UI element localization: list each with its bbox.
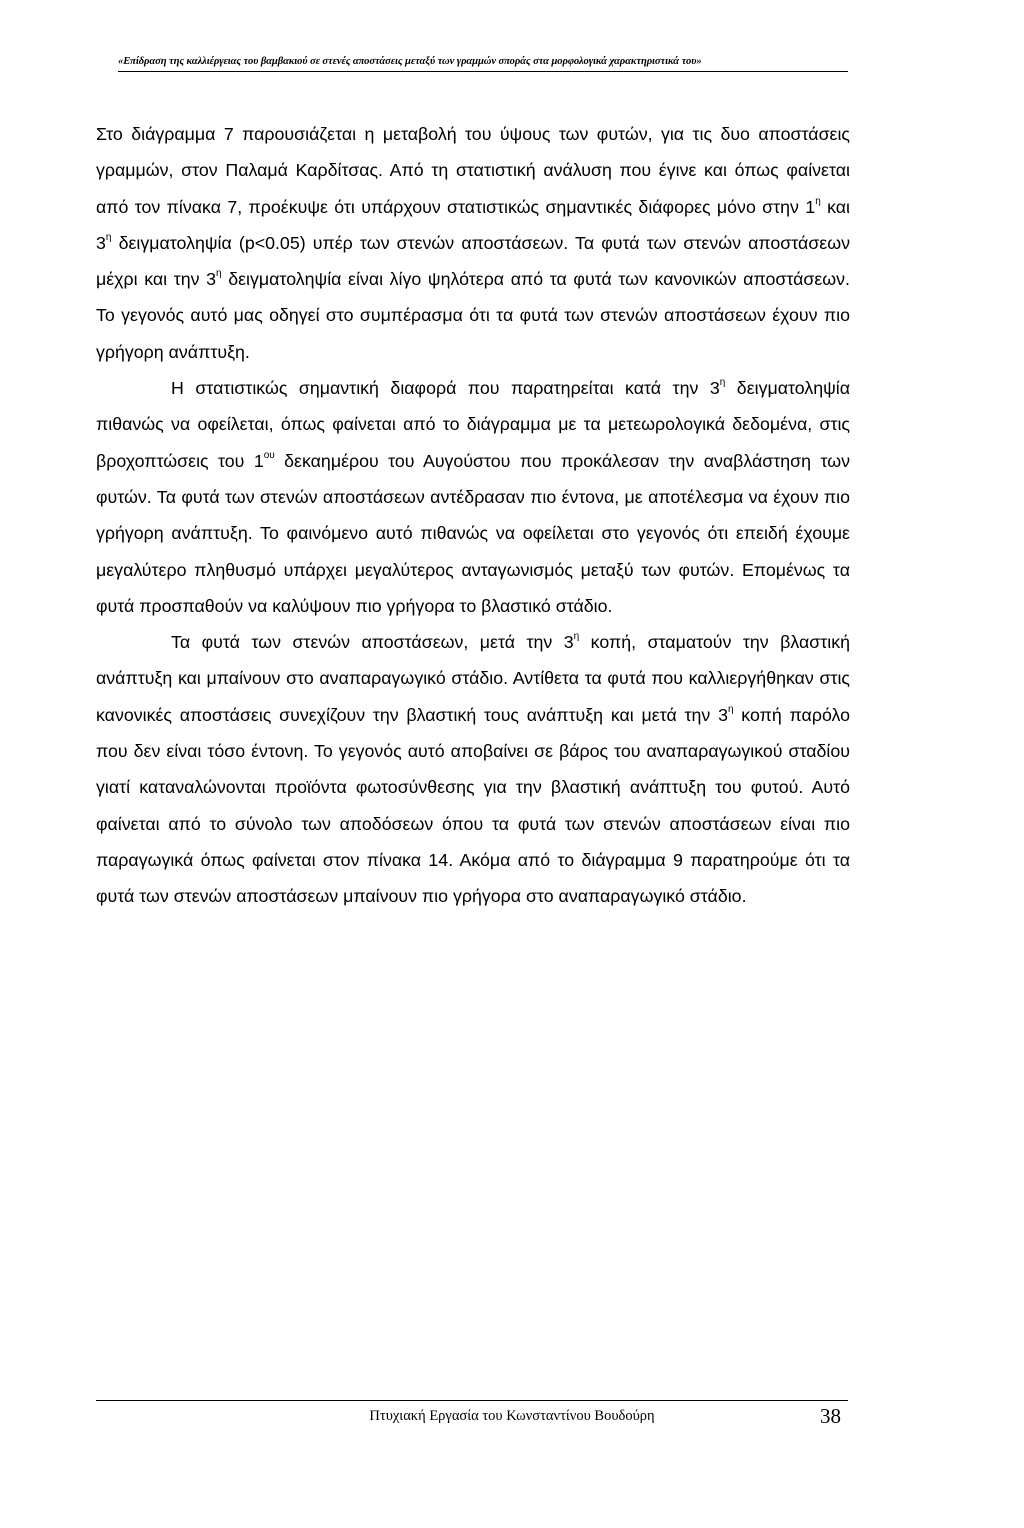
body-text <box>96 116 850 915</box>
paragraph-2-text-c: δεκαημέρου του Αυγούστου που προκάλεσαν την αναβλάστηση των φυτών. Τα φυτά των στενών αποστάσεων αντέδρασαν πιο έντονα, με αποτέλεσμα να έχουν πιο γρήγορη ανάπτυξη. Το φαινόμενο αυτό πιθανώς να οφείλεται στο γεγονός ότι επειδή έχουμε μεγαλύτερο πληθυσμό υπάρχει μεγαλύτερος ανταγωνισμός μεταξύ των φυτών. Επομένως τα φυτά προσπαθούν να καλύψουν πιο γρήγορα το βλαστικό στάδιο. <box>96 450 850 616</box>
paragraph-2 <box>96 370 850 624</box>
ordinal-superscript: η <box>105 231 112 243</box>
paragraph-3-text-b: κοπή, σταματούν την βλαστική ανάπτυξη και μπαίνουν στο αναπαραγωγικό στάδιο. Αντίθετα τα φυτά που καλλιεργήθηκαν στις κανονικές αποστάσεις συνεχίζουν την βλαστική τους ανάπτυξη και μετά την 3 <box>96 632 850 725</box>
paragraph-1 <box>96 116 850 370</box>
ordinal-superscript: η <box>815 195 821 207</box>
footer-divider <box>96 1400 848 1401</box>
paragraph-1-text-d: δειγματοληψία είναι λίγο ψηλότερα από τα φυτά των κανονικών αποστάσεων. Το γεγονός αυτό μας οδηγεί στο συμπέρασμα ότι τα φυτά των στενών αποστάσεων έχουν πιο γρήγορη ανάπτυξη. <box>96 269 851 362</box>
paragraph-1-text-c: δειγματοληψία (p<0.05) υπέρ των στενών αποστάσεων. Τα φυτά των στενών αποστάσεων μέχρι και την 3 <box>96 232 850 290</box>
footer-text: Πτυχιακή Εργασία του Κωνσταντίνου Βουδούρη <box>369 1408 655 1424</box>
ordinal-superscript: η <box>573 631 580 643</box>
paragraph-1-text-b: και 3 <box>96 196 850 253</box>
paragraph-1-text-a: Στο διάγραμμα 7 παρουσιάζεται η μεταβολή του ύψους των φυτών, για τις δυο αποστάσεις γραμμών, στον Παλαμά Καρδίτσας. Από τη στατιστική ανάλυση που έγινε και όπως φαίνεται από τον πίνακα 7, προέκυψε ότι υπάρχουν στατιστικώς σημαντικές διάφορες μόνο στην 1 <box>96 124 850 217</box>
ordinal-superscript: η <box>719 377 726 389</box>
paragraph-2-text-a: Η στατιστικώς σημαντική διαφορά που παρατηρείται κατά την 3 <box>171 378 720 399</box>
paragraph-3-text-a: Τα φυτά των στενών αποστάσεων, μετά την 3 <box>171 632 574 653</box>
page-number: 38 <box>820 1404 841 1428</box>
paragraph-3 <box>96 624 850 914</box>
ordinal-superscript: η <box>216 268 222 280</box>
ordinal-superscript: ου <box>263 449 275 461</box>
paragraph-3-text-c: κοπή παρόλο που δεν είναι τόσο έντονη. Το γεγονός αυτό αποβαίνει σε βάρος του αναπαραγωγικού σταδίου γιατί καταναλώνονται προϊόντα φωτοσύνθεσης για την βλαστική ανάπτυξη του φυτού. Αυτό φαίνεται από το σύνολο των αποδόσεων όπου τα φυτά των στενών αποστάσεων είναι πιο παραγωγικά όπως φαίνεται στον πίνακα 14. Ακόμα από το διάγραμμα 9 παρατηρούμε ότι τα φυτά των στενών αποστάσεων μπαίνουν πιο γρήγορα στο αναπαραγωγικό στάδιο. <box>96 704 851 907</box>
header-divider <box>118 71 848 72</box>
running-header: «Επίδραση της καλλιέργειας του βαμβακιού σε στενές αποστάσεις μεταξύ των γραμμών σποράς στα μορφολογικά χαρακτηριστικά του» <box>118 56 702 67</box>
ordinal-superscript: η <box>727 703 734 715</box>
paragraph-2-text-b: δειγματοληψία πιθανώς να οφείλεται, όπως φαίνεται από το διάγραμμα με τα μετεωρολογικά δεδομένα, στις βροχοπτώσεις του 1 <box>96 378 851 471</box>
